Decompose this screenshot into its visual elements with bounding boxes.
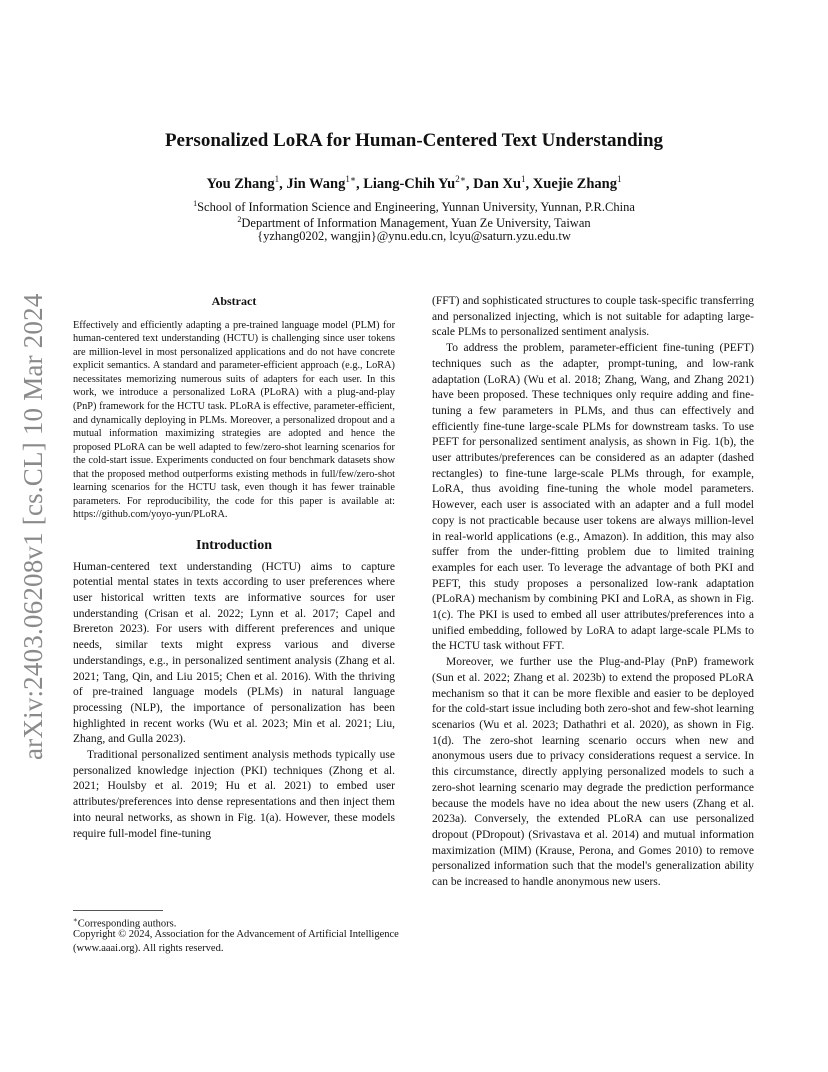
- author-name: Liang-Chih Yu: [363, 175, 456, 192]
- author-name: Xuejie Zhang: [532, 175, 617, 192]
- copyright-notice: Copyright © 2024, Association for the Advancement of Artificial Intelligence (www.aaai.org). All rights reserved.: [73, 929, 399, 954]
- author-affiliation-mark: 1∗: [345, 174, 356, 184]
- right-column: [432, 294, 754, 891]
- affiliation-mark: 1: [193, 199, 198, 208]
- body-paragraph: (FFT) and sophisticated structures to couple task-specific transferring and personalized injecting, which is not suitable for adapting large-scale PLMs to personalized sentiment analysis.: [432, 295, 754, 339]
- affiliation-mark: 2: [237, 215, 242, 224]
- author-affiliation-mark: 1: [521, 174, 526, 184]
- body-paragraph: Human-centered text understanding (HCTU) aims to capture potential mental states in texts according to user preferences where user historical written texts are informative sources for user understanding (Crisan et al. 2022; Lynn et al. 2017; Capel and Brereton 2023). For users with different preferences and unique needs, similar texts might express various and diverse understandings, e.g., in personalized sentiment analysis (Zhang et al. 2021; Tang, Qin, and Liu 2015; Chen et al. 2016). With the thriving of pre-trained language models (PLMs) in natural language processing (NLP), the importance of personalization has been highlighted in recent works (Wu et al. 2023; Min et al. 2021; Liu, Zhang, and Gulla 2023).: [73, 560, 395, 746]
- author-affiliation-mark: 2∗: [455, 174, 466, 184]
- author-affiliation-mark: 1: [617, 174, 622, 184]
- left-column: [73, 294, 395, 842]
- paper-title: Personalized LoRA for Human-Centered Text Understanding: [164, 130, 664, 151]
- body-paragraph: To address the problem, parameter-efficient fine-tuning (PEFT) techniques such as the adapter, prompt-tuning, and low-rank adaptation (LoRA) (Wu et al. 2018; Zhang, Wang, and Zhang 2021) have been proposed. These techniques only require adding and fine-tuning a few parameters in PLMs, and thus can effectively and efficiently fine-tune large-scale PLMs for downstream tasks. To use PEFT for personalized sentiment analysis, as shown in Fig. 1(b), the user attributes/preferences can be considered as an adapter (dashed rectangles) to fine-tune large-scale PLMs through, for example, LoRA, thus avoiding fine-tuning the whole model parameters. However, each user is associated with an adapter and a full model copy is not practicable because user tokens are always million-level in real-world applications (e.g., Amazon). In addition, this may also suffer from the under-fitting problem due to limited training examples for each user. To leverage the advantage of both PKI and PEFT, this study proposes a personalized low-rank adaptation (PLoRA) mechanism by combining PKI and LoRA, as shown in Fig. 1(c). The PKI is used to embed all user attributes/preferences into a unified embedding, followed by LoRA to adapt large-scale PLMs to the HCTU task without FFT.: [432, 342, 754, 653]
- footnote-text: Corresponding authors.: [77, 918, 177, 930]
- author-name: Dan Xu: [473, 175, 522, 192]
- affiliation-text: School of Information Science and Engineering, Yunnan University, Yunnan, P.R.China: [197, 200, 635, 215]
- author-name: Jin Wang: [286, 175, 346, 192]
- footnote-mark: ∗: [73, 916, 78, 924]
- abstract-text: Effectively and efficiently adapting a pre-trained language model (PLM) for human-centered text understanding (HCTU) is challenging since user tokens are million-level in most personalized applications and do not have concrete explicit semantics. A standard and parameter-efficient approach (e.g., LoRA) necessitates memorizing numerous suits of adapters for each user. In this work, we introduce a personalized LoRA (PLoRA) with a plug-and-play (PnP) framework for the HCTU task. PLoRA is effective, parameter-efficient, and dynamically deploying in PLMs. Moreover, a personalized dropout and a mutual information maximizing strategies are adopted and hence the proposed PLoRA can be well adapted to few/zero-shot learning scenarios for the cold-start issue. Experiments conducted on four benchmark datasets show that the proposed method outperforms existing methods in full/few/zero-shot learning scenarios for the HCTU task, even though it has fewer trainable parameters. For reproducibility, the code for this paper is available at: https://github.com/yoyo-yun/PLoRA.: [73, 319, 395, 521]
- author-affiliation-mark: 1: [274, 174, 280, 184]
- introduction-heading: Introduction: [196, 537, 272, 553]
- footnote-rule: [73, 910, 163, 911]
- body-paragraph: Traditional personalized sentiment analysis methods typically use personalized knowledge injection (PKI) techniques (Zhong et al. 2021; Houlsby et al. 2019; Hu et al. 2021) to embed user attributes/preferences into dense representations and then inject them into neural networks, as shown in Fig. 1(a). However, these models require full-model fine-tuning: [73, 749, 395, 840]
- author-list: You Zhang$^1$, Jin Wang$^{1∗}$, Liang-Chih $Yu^{2∗}$, Dan Xu$^1$, Xuejie Zhang$^1$: [206, 174, 622, 192]
- abstract-heading: Abstract: [211, 294, 257, 308]
- author-name: You Zhang: [206, 175, 275, 192]
- author-emails: {yzhang0202, wangjin}@ynu.edu.cn, lcyu@saturn.yzu.edu.tw: [257, 229, 571, 243]
- body-paragraph: Moreover, we further use the Plug-and-Play (PnP) framework (Sun et al. 2022; Zhang et al. 2023b) to extend the proposed PLoRA mechanism so that it can be more flexible and easier to be deployed for the cold-start issue including both zero-shot and few-shot learning scenarios (Wu et al. 2023; Dathathri et al. 2020), as shown in Fig. 1(d). The zero-shot learning scenario occurs when new and anonymous users due to privacy considerations request a service. In this circumstance, directly applying personalized models to such a zero-shot learning scenario may degrade the prediction performance because the models have no idea about the new users (Zhang et al. 2023a). Conversely, the extended PLoRA can use personalized dropout (PDropout) (Srivastava et al. 2014) and mutual information maximization (MIM) (Krause, Perona, and Gomes 2010) to remove personalized information such that the model's generalization ability can be increased to handle anonymous new users.: [432, 656, 754, 889]
- arxiv-identifier: arXiv:2403.06208v1 [cs.CL] 10 Mar 2024: [18, 293, 48, 760]
- affiliation-text: Department of Information Management, Yuan Ze University, Taiwan: [241, 216, 591, 231]
